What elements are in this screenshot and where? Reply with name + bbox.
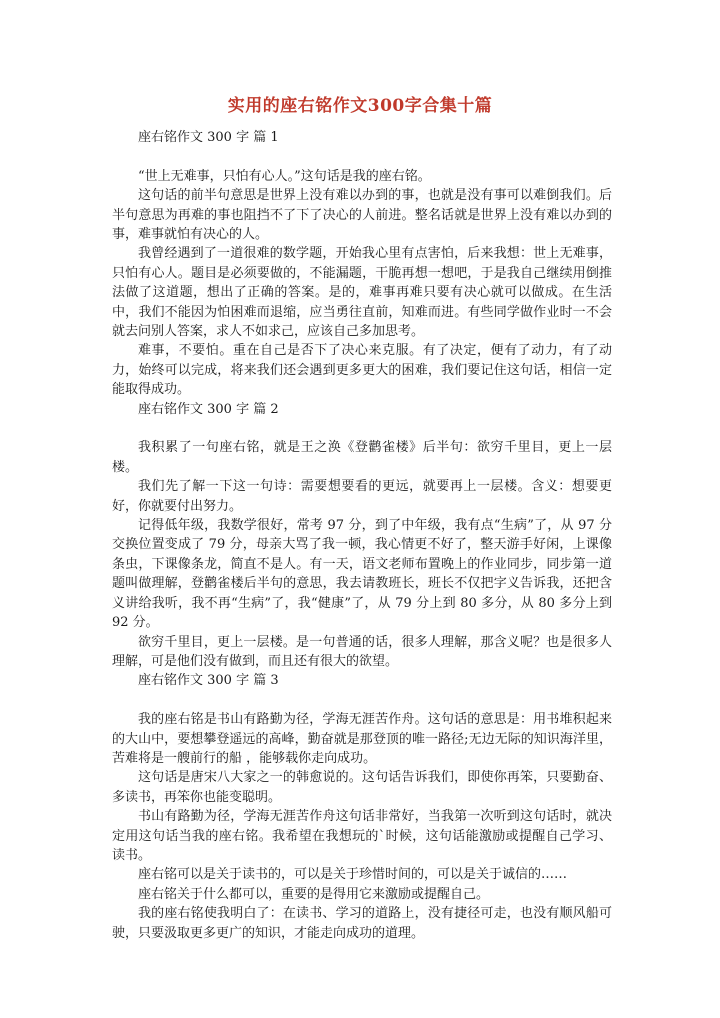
paragraph: “世上无难事，只怕有心人。”这句话是我的座右铭。 (138, 168, 431, 184)
paragraph: 书山有路勤为径，学海无涯苦作舟这句话非常好，当我第一次听到这句话时，就决定用这句话当我的座右铭。我希望在我想玩的`时候，这句话能激励或提醒自己学习、读书。 (112, 809, 612, 863)
document-title: 实用的座右铭作文300字合集十篇 (227, 96, 493, 116)
section-2 (112, 400, 612, 672)
paragraph: 座右铭关于什么都可以，重要的是得用它来激励或提醒自己。 (138, 886, 490, 902)
paragraph: 座右铭可以是关于读书的，可以是关于珍惜时间的，可以是关于诚信的…… (138, 867, 568, 883)
section-heading: 座右铭作文 300 字 篇 3 (138, 673, 279, 689)
paragraph: 这句话的前半句意思是世界上没有难以办到的事，也就是没有事可以难倒我们。后半句意思为再难的事也阻挡不了下了决心的人前进。整名话就是世界上没有难以办到的事，难事就怕有决心的人。 (112, 188, 612, 242)
blank-line (112, 147, 612, 166)
blank-line (112, 419, 612, 438)
section-heading: 座右铭作文 300 字 篇 2 (138, 401, 279, 417)
paragraph: 这句话是唐宋八大家之一的韩愈说的。这句话告诉我们，即使你再笨，只要勤奋、多读书，再笨你也能变聪明。 (112, 770, 612, 805)
paragraph: 我的座右铭使我明白了：在读书、学习的道路上，没有捷径可走，也没有顺风船可驶，只要汲取更多更广的知识，才能走向成功的道理。 (112, 906, 612, 941)
paragraph: 我积累了一句座右铭，就是王之涣《登鹳雀楼》后半句：欲穷千里目，更上一层楼。 (112, 440, 612, 475)
section-1 (112, 128, 612, 400)
paragraph: 我曾经遇到了一道很难的数学题，开始我心里有点害怕，后来我想：世上无难事，只怕有心人。题目是必须要做的，不能漏题，干脆再想一想吧，于是我自己继续用倒推法做了这道题，想出了正确的答案。是的，难事再难只要有决心就可以做成。在生活中，我们不能因为怕困难而退缩，应当勇往直前，知难而进。有些同学做作业时一不会就去问别人答案，求人不如求己，应该自己多加思考。 (112, 246, 612, 340)
paragraph: 欲穷千里目，更上一层楼。是一句普通的话，很多人理解，那含义呢？也是很多人理解，可是他们没有做到，而且还有很大的欲望。 (112, 634, 612, 669)
document-body (112, 128, 612, 943)
paragraph: 我们先了解一下这一句诗：需要想要看的更远，就要再上一层楼。含义：想要更好，你就要付出努力。 (112, 479, 612, 514)
section-heading: 座右铭作文 300 字 篇 1 (138, 130, 279, 145)
section-3 (112, 671, 612, 943)
paragraph: 我的座右铭是书山有路勤为径，学海无涯苦作舟。这句话的意思是：用书堆积起来的大山中，要想攀登遥远的高峰，勤奋就是那登顶的唯一路径;无边无际的知识海洋里，苦难将是一艘前行的船 ，能够载你走向成功。 (112, 712, 612, 766)
paragraph: 记得低年级，我数学很好，常考 97 分，到了中年级，我有点“生病”了，从 97 分交换位置变成了 79 分，母亲大骂了我一顿，我心情更不好了，整天游手好闲，上课像条虫，下课像条龙，简直不是人。有一天，语文老师布置晚上的作业同步，同步第一道题叫做理解，登鹳雀楼后半句的意思，我去请教班长，班长不仅把字义告诉我，还把含义讲给我听，我不再“生病”了，我“健康”了，从 79 分上到 80 多分，从 80 多分上到 92 分。 (112, 518, 612, 631)
blank-line (112, 691, 612, 710)
paragraph: 难事，不要怕。重在自己是否下了决心来克服。有了决定，便有了动力，有了动力，始终可以完成，将来我们还会遇到更多更大的困难，我们要记住这句话，相信一定能取得成功。 (112, 343, 612, 398)
